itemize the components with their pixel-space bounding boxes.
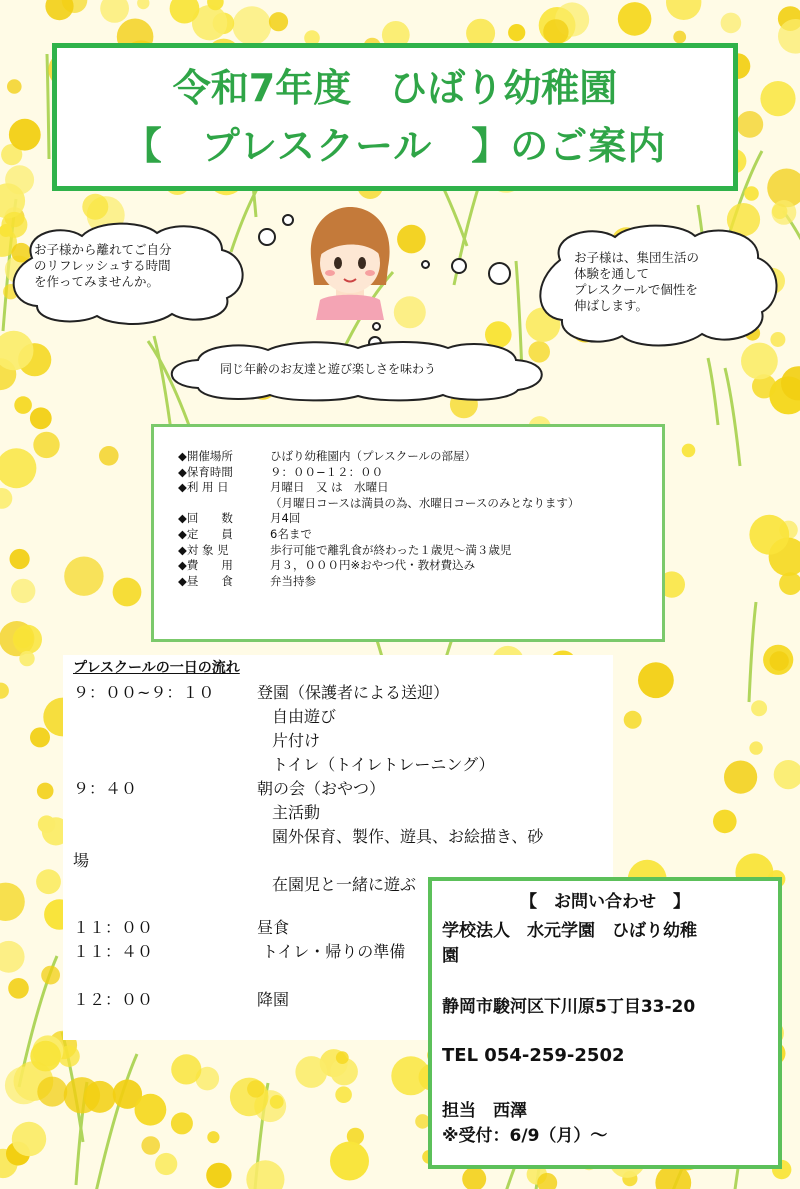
flow-time-5: １２：００ bbox=[73, 990, 154, 1009]
info-label: ◆保育時間 bbox=[178, 464, 233, 479]
contact-address: 静岡市駿河区下川原5丁目33-20 bbox=[442, 997, 696, 1017]
flow-event-4: トイレ・帰りの準備 bbox=[262, 942, 406, 961]
title-box bbox=[52, 43, 738, 191]
info-value: 月4回 bbox=[270, 511, 301, 526]
flow-event-1a: 自由遊び bbox=[272, 707, 337, 726]
daily-flow-panel bbox=[63, 655, 433, 1040]
contact-heading: 【 お問い合わせ 】 bbox=[520, 892, 690, 912]
right-cloud-line-3: プレスクールで個性を bbox=[574, 282, 698, 297]
flow-event-1c: トイレ（トイレトレーニング） bbox=[272, 755, 495, 774]
flow-event-2: 朝の会（おやつ） bbox=[257, 779, 386, 798]
title-line-2: 【 プレスクール 】のご案内 bbox=[123, 124, 667, 168]
info-row bbox=[178, 465, 662, 481]
left-cloud-line-2: のリフレッシュする時間 bbox=[34, 258, 171, 273]
info-row bbox=[178, 574, 662, 590]
right-cloud-line-1: お子様は、集団生活の bbox=[574, 250, 700, 265]
info-row bbox=[178, 543, 662, 559]
info-label: ◆対 象 児 bbox=[178, 542, 229, 557]
thought-bubble-dot bbox=[421, 260, 430, 269]
flow-time-2: ９：４０ bbox=[73, 779, 138, 798]
info-row bbox=[178, 480, 662, 496]
center-thought-cloud bbox=[158, 340, 553, 402]
thought-bubble-dot bbox=[451, 258, 467, 274]
info-value: ひばり幼稚園内（プレスクールの部屋） bbox=[270, 449, 476, 463]
left-thought-cloud bbox=[2, 218, 252, 328]
girl-illustration bbox=[300, 205, 400, 320]
info-label: ◆回 数 bbox=[178, 511, 233, 526]
flow-event-5: 降園 bbox=[257, 990, 290, 1009]
info-value: 弁当持参 bbox=[270, 573, 316, 588]
info-value: 月曜日 又 は 水曜日 bbox=[270, 480, 389, 495]
info-label: ◆昼 食 bbox=[178, 573, 233, 588]
contact-org-line-2: 園 bbox=[442, 946, 459, 966]
flow-title: プレスクールの一日の流れ bbox=[73, 660, 240, 676]
info-label: ◆開催場所 bbox=[178, 449, 233, 463]
title-line-1: 令和7年度 ひばり幼稚園 bbox=[172, 66, 618, 110]
flow-event-1b: 片付け bbox=[272, 731, 321, 750]
info-value: 月３，０００円※おやつ代・教材費込み bbox=[270, 558, 476, 573]
right-cloud-line-2: 体験を通して bbox=[574, 266, 650, 281]
flow-time-4: １１：４０ bbox=[73, 942, 154, 961]
info-row bbox=[178, 511, 662, 527]
thought-bubble-dot bbox=[258, 228, 276, 246]
info-row bbox=[178, 449, 662, 465]
contact-box bbox=[428, 877, 782, 1169]
info-note: （月曜日コースは満員の為、水曜日コースのみとなります） bbox=[270, 495, 580, 510]
flow-event-2c: 場 bbox=[73, 851, 90, 870]
contact-reception: ※受付：6/9（月）〜 bbox=[442, 1126, 608, 1146]
thought-bubble-dot bbox=[282, 214, 294, 226]
flow-event-3: 昼食 bbox=[257, 918, 290, 937]
contact-tel: TEL 054-259-2502 bbox=[442, 1045, 625, 1066]
flow-time-1: ９：００~９：１０ bbox=[73, 683, 215, 702]
flow-event-2d: 在園児と一緒に遊ぶ bbox=[272, 875, 417, 894]
info-box bbox=[151, 424, 665, 642]
flow-time-3: １１：００ bbox=[73, 918, 154, 937]
info-label: ◆費 用 bbox=[178, 558, 233, 573]
center-cloud-text: 同じ年齢のお友達と遊び楽しさを味わう bbox=[220, 362, 437, 376]
info-label: ◆定 員 bbox=[178, 526, 233, 541]
info-row bbox=[178, 558, 662, 574]
thought-bubble-dot bbox=[488, 262, 511, 285]
contact-org-line-1: 学校法人 水元学園 ひばり幼稚 bbox=[442, 921, 697, 941]
flow-event-2a: 主活動 bbox=[272, 803, 321, 822]
info-value: 6名まで bbox=[270, 526, 312, 541]
info-value: ９：００−１２：００ bbox=[270, 464, 384, 479]
left-cloud-line-3: を作ってみませんか。 bbox=[34, 274, 160, 289]
right-cloud-line-4: 伸ばします。 bbox=[574, 298, 649, 313]
thought-bubble-dot bbox=[372, 322, 381, 331]
flow-event-1: 登園（保護者による送迎） bbox=[257, 683, 450, 702]
info-row bbox=[178, 527, 662, 543]
info-label: ◆利 用 日 bbox=[178, 480, 229, 495]
flow-event-2b: 園外保育、製作、遊具、お絵描き、砂 bbox=[272, 827, 544, 846]
right-thought-cloud bbox=[530, 222, 785, 350]
info-value: 歩行可能で離乳食が終わった１歳児〜満３歳児 bbox=[270, 542, 512, 557]
contact-person: 担当 西澤 bbox=[442, 1101, 527, 1121]
left-cloud-line-1: お子様から離れてご自分 bbox=[34, 242, 172, 257]
